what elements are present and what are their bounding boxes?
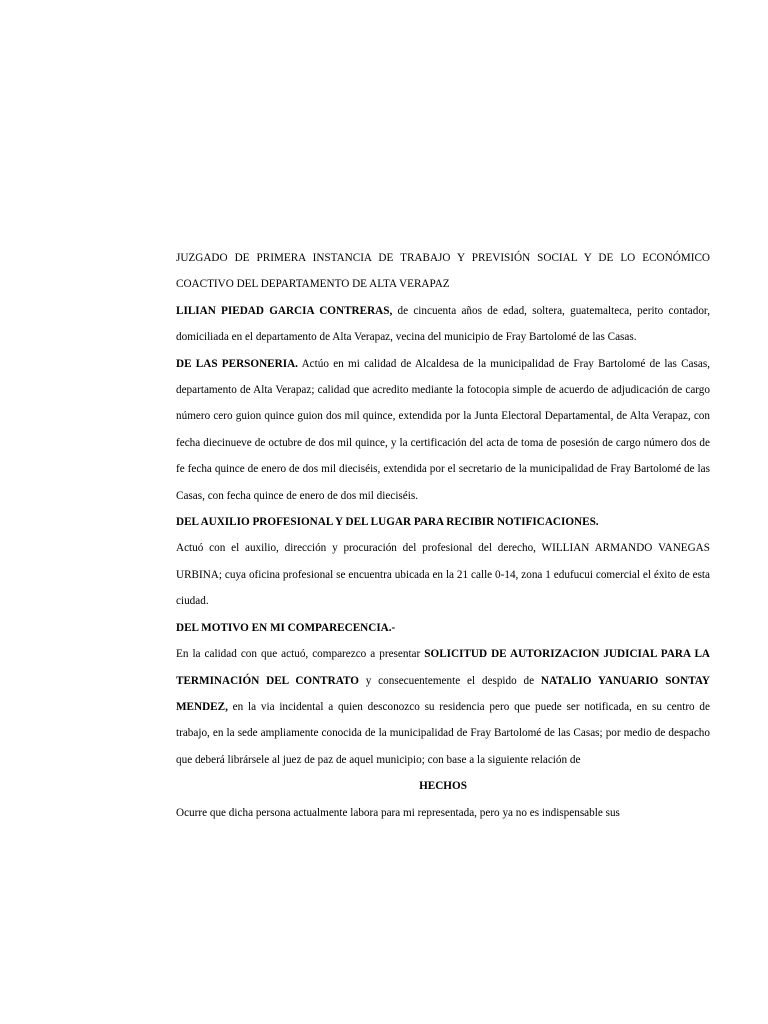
motivo-paragraph: [176, 641, 710, 773]
document-page: [176, 245, 710, 826]
motivo-text-1: En la calidad con que actuó, comparezco a presentar: [176, 648, 425, 661]
applicant-name: LILIAN PIEDAD GARCIA CONTRERAS,: [176, 304, 393, 317]
personeria-text: Actúo en mi calidad de Alcaldesa de la municipalidad de Fray Bartolomé de las Casas, departamento de Alta Verapaz; calidad que acredito mediante la fotocopia simple de acuerdo de adjudicación de cargo número cero guion quince guion dos mil quince, extendida por la Junta Electoral Departamental, de Alta Verapaz, con fecha diecinueve de octubre de dos mil quince, y la certificación del acta de toma de posesión de cargo número dos de fe fecha quince de enero de dos mil dieciséis, extendida por el secretario de la municipalidad de Fray Bartolomé de las Casas, con fecha quince de enero de dos mil dieciséis.: [176, 357, 710, 502]
solicitud-title: SOLICITUD DE AUTORIZACION JUDICIAL PARA LA TERMINACIÓN DEL CONTRATO: [176, 648, 710, 687]
intro-text: de cincuenta años de edad, soltera, guatemalteca, perito contador, domiciliada en el departamento de Alta Verapaz, vecina del municipio de Fray Bartolomé de las Casas.: [176, 304, 711, 344]
motivo-text-3: en la via incidental a quien desconozco su residencia pero que puede ser notificada, en su centro de trabajo, en la sede ampliamente conocida de la municipalidad de Fray Bartolomé de las Casas; por medio de despacho que deberá librársele al juez de paz de aquel municipio; con base a la siguiente relación de: [176, 700, 710, 766]
hechos-title: HECHOS: [419, 780, 467, 793]
auxilio-title: DEL AUXILIO PROFESIONAL Y DEL LUGAR PARA RECIBIR NOTIFICACIONES.: [176, 516, 599, 529]
court-heading: JUZGADO DE PRIMERA INSTANCIA DE TRABAJO Y PREVISIÓN SOCIAL Y DE LO ECONÓMICO COACTIVO DEL DEPARTAMENTO DE ALTA VERAPAZ: [176, 252, 710, 291]
hechos-text: Ocurre que dicha persona actualmente labora para mi representada, pero ya no es indispensable sus: [176, 806, 620, 819]
intro-paragraph: [176, 298, 710, 351]
motivo-text-2: y consecuentemente el despido de: [358, 674, 541, 687]
motivo-title: DEL MOTIVO EN MI COMPARECENCIA.-: [176, 621, 396, 634]
employee-name: NATALIO YANUARIO SONTAY MENDEZ,: [176, 674, 710, 713]
auxilio-text: Actuó con el auxilio, dirección y procuración del profesional del derecho, WILLIAN ARMANDO VANEGAS URBINA; cuya oficina profesional se encuentra ubicada en la 21 calle 0-14, zona 1 edufucui comercial el éxito de esta ciudad.: [176, 542, 710, 608]
personeria-title: DE LAS PERSONERIA.: [176, 357, 298, 370]
personeria-paragraph: [176, 351, 710, 509]
